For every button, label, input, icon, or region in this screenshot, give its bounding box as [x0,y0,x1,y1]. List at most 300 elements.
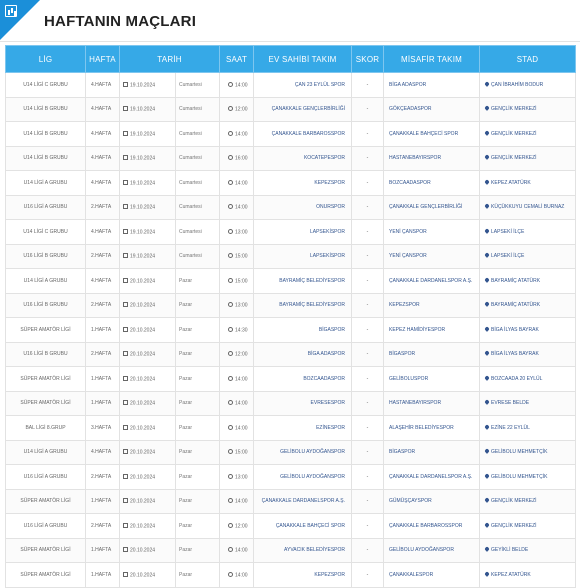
away-team-link[interactable]: ÇANAKKALE BARBAROSSPOR [389,522,463,529]
week-text: 1.HAFTA [91,571,112,578]
table-row [6,465,576,490]
home-team-link[interactable]: KEPEZSPOR [314,571,345,578]
cell-gun [176,195,220,220]
cell-lig [6,269,86,294]
home-team-link[interactable]: AYVACIK BELEDİYESPOR [284,547,345,554]
home-team-link[interactable]: EZİNESPOR [316,424,345,431]
home-team-link[interactable]: BOZCAADASPOR [303,375,345,382]
time-text: 14:00 [235,572,248,578]
away-team-link[interactable]: ÇANAKKALESPOR [389,571,434,578]
venue-link[interactable]: BAYRAMİÇ ATATÜRK [491,277,541,284]
home-team-link[interactable]: ONURSPOR [316,204,345,211]
away-team-link[interactable]: ÇANAKKALE DARDANELSPOR A.Ş. [389,473,473,480]
venue-link[interactable]: GENÇLİK MERKEZİ [491,130,537,137]
week-text: 2.HAFTA [91,351,112,358]
league-text: U14 LİGİ C GRUBU [23,228,68,235]
cell-stad[interactable] [480,342,576,367]
calendar-icon [123,253,128,258]
cell-gun [176,391,220,416]
venue-link[interactable]: EZİNE 22 EYLÜL [491,424,530,431]
cell-hafta [86,97,120,122]
cell-hafta [86,538,120,563]
cell-ev-sahibi[interactable] [254,97,352,122]
cell-stad[interactable] [480,73,576,98]
cell-misafir[interactable] [384,342,480,367]
away-team-link[interactable]: HASTANEBAYIRSPOR [389,155,442,162]
cell-stad[interactable] [480,171,576,196]
time-text: 14:00 [235,376,248,382]
table-row [6,293,576,318]
away-team-link[interactable]: GELİBOLUSPOR [389,375,429,382]
cell-tarih [120,367,176,392]
week-text: 2.HAFTA [91,473,112,480]
cell-saat [220,465,254,490]
cell-stad[interactable] [480,416,576,441]
cell-gun [176,440,220,465]
home-team-link[interactable]: LAPSEKİSPOR [309,253,345,260]
cell-misafir[interactable] [384,318,480,343]
away-team-link[interactable]: ÇANAKKALE DARDANELSPOR A.Ş. [389,277,473,284]
home-team-link[interactable]: KOCATEPESPOR [303,155,345,162]
league-text: U16 LİGİ B GRUBU [23,302,68,309]
date-text: 19.10.2024 [130,204,156,211]
table-row [6,440,576,465]
week-text: 1.HAFTA [91,326,112,333]
time-text: 14:00 [235,131,248,137]
away-team-link[interactable]: GÖKÇEADASPOR [389,106,432,113]
venue-link[interactable]: GENÇLİK MERKEZİ [491,522,537,529]
cell-gun [176,514,220,539]
league-text: SÜPER AMATÖR LİGİ [20,498,71,505]
table-row [6,489,576,514]
cell-ev-sahibi[interactable] [254,465,352,490]
cell-misafir[interactable] [384,195,480,220]
cell-misafir[interactable] [384,73,480,98]
cell-ev-sahibi[interactable] [254,244,352,269]
cell-tarih [120,563,176,588]
cell-saat [220,538,254,563]
cell-misafir[interactable] [384,563,480,588]
cell-stad[interactable] [480,122,576,147]
cell-saat [220,122,254,147]
week-text: 4.HAFTA [91,228,112,235]
cell-tarih [120,220,176,245]
calendar-icon [123,106,128,111]
cell-tarih [120,171,176,196]
score-text: - [366,81,369,88]
cell-hafta [86,146,120,171]
cell-lig [6,416,86,441]
cell-skor [352,122,384,147]
cell-ev-sahibi[interactable] [254,195,352,220]
table-row [6,195,576,220]
cell-lig [6,342,86,367]
time-text: 14:30 [235,327,248,333]
time-text: 13:00 [235,229,248,235]
table-row [6,318,576,343]
cell-ev-sahibi[interactable] [254,171,352,196]
table-row [6,73,576,98]
venue-link[interactable]: GENÇLİK MERKEZİ [491,155,537,162]
cell-misafir[interactable] [384,244,480,269]
venue-link[interactable]: BOZCAADA 20 EYLÜL [491,375,543,382]
cell-ev-sahibi[interactable] [254,489,352,514]
cell-tarih [120,416,176,441]
home-team-link[interactable]: LAPSEKİSPOR [309,228,345,235]
away-team-link[interactable]: ÇANAKKALE BAHÇECİ SPOR [389,130,459,137]
home-team-link[interactable]: ÇAN 23 EYLÜL SPOR [294,81,345,88]
table-row [6,538,576,563]
venue-link[interactable]: GEYİKLİ BELDE [491,547,529,554]
cell-ev-sahibi[interactable] [254,122,352,147]
cell-stad[interactable] [480,367,576,392]
score-text: - [366,179,369,186]
cell-tarih [120,244,176,269]
time-text: 16:00 [235,155,248,162]
clock-icon [228,351,233,356]
venue-link[interactable]: BİGA İLYAS BAYRAK [491,351,539,358]
week-text: 2.HAFTA [91,302,112,309]
home-team-link[interactable]: BİGASPOR [318,326,345,333]
header-hafta[interactable]: HAFTA [86,46,120,73]
cell-tarih [120,391,176,416]
header-skor[interactable]: SKOR [352,46,384,73]
away-team-link[interactable]: ALAŞEHİR BELEDİYESPOR [389,424,454,431]
venue-link[interactable]: GENÇLİK MERKEZİ [491,498,537,505]
cell-tarih [120,146,176,171]
table-row [6,269,576,294]
cell-misafir[interactable] [384,465,480,490]
day-text: Pazar [179,571,193,578]
venue-link[interactable]: GELİBOLU MEHMETÇİK [491,449,548,456]
date-text: 20.10.2024 [130,547,156,554]
cell-stad[interactable] [480,97,576,122]
cell-stad[interactable] [480,489,576,514]
date-text: 20.10.2024 [130,572,156,578]
clock-icon [228,204,233,209]
calendar-icon [123,572,128,577]
week-text: 4.HAFTA [91,81,112,88]
week-text: 4.HAFTA [91,106,112,113]
cell-skor [352,269,384,294]
venue-link[interactable]: BİGA İLYAS BAYRAK [491,326,539,333]
clock-icon [228,425,233,430]
cell-misafir[interactable] [384,122,480,147]
league-text: U14 LİGİ C GRUBU [23,81,68,88]
cell-ev-sahibi[interactable] [254,416,352,441]
cell-misafir[interactable] [384,220,480,245]
table-header [6,46,576,73]
score-text: - [366,204,369,211]
home-team-link[interactable]: ÇANAKKALE GENÇLERBİRLİĞİ [271,106,345,113]
time-text: 14:00 [235,400,248,407]
venue-link[interactable]: GENÇLİK MERKEZİ [491,106,537,113]
cell-saat [220,73,254,98]
cell-skor [352,73,384,98]
header-saat[interactable]: SAAT [220,46,254,73]
cell-tarih [120,122,176,147]
cell-skor [352,195,384,220]
cell-ev-sahibi[interactable] [254,514,352,539]
week-text: 2.HAFTA [91,253,112,260]
cell-saat [220,318,254,343]
cell-gun [176,146,220,171]
cell-gun [176,367,220,392]
venue-link[interactable]: EVRESE BELDE [491,400,530,407]
score-text: - [366,326,369,333]
day-text: Pazar [179,400,193,407]
cell-skor [352,293,384,318]
cell-stad[interactable] [480,391,576,416]
page-header [0,0,580,42]
header-corner [0,0,40,40]
away-team-link[interactable]: BİGA ADASPOR [389,81,427,88]
cell-stad[interactable] [480,269,576,294]
time-text: 14:00 [235,180,248,186]
cell-gun [176,73,220,98]
time-text: 15:00 [235,449,248,456]
home-team-link[interactable]: GELİBOLU AYDOĞANSPOR [280,473,345,480]
calendar-icon [123,302,128,307]
cell-ev-sahibi[interactable] [254,342,352,367]
cell-stad[interactable] [480,244,576,269]
cell-hafta [86,563,120,588]
venue-link[interactable]: LAPSEKİ İLÇE [491,228,525,235]
home-team-link[interactable]: KEPEZSPOR [314,179,345,186]
header-misafir[interactable]: MİSAFİR TAKIM [384,46,480,73]
score-text: - [366,449,369,456]
venue-link[interactable]: LAPSEKİ İLÇE [491,253,525,260]
cell-stad[interactable] [480,318,576,343]
cell-gun [176,342,220,367]
cell-lig [6,465,86,490]
map-pin-icon [484,130,490,136]
away-team-link[interactable]: YENİ ÇANSPOR [389,228,427,235]
time-text: 13:00 [235,474,248,480]
score-text: - [366,522,369,529]
home-team-link[interactable]: EVRESESPOR [310,400,345,407]
cell-saat [220,269,254,294]
calendar-icon [123,131,128,136]
cell-misafir[interactable] [384,146,480,171]
league-text: U14 LİGİ B GRUBU [23,130,68,137]
away-team-link[interactable]: GELİBOLU AYDOĞANSPOR [389,547,454,554]
date-text: 20.10.2024 [130,302,156,309]
clock-icon [228,278,233,283]
score-text: - [366,473,369,480]
home-team-link[interactable]: GELİBOLU AYDOĞANSPOR [280,449,345,456]
cell-ev-sahibi[interactable] [254,318,352,343]
cell-stad[interactable] [480,465,576,490]
score-text: - [366,130,369,137]
cell-stad[interactable] [480,514,576,539]
day-text: Cumartesi [179,228,202,235]
cell-stad[interactable] [480,440,576,465]
cell-ev-sahibi[interactable] [254,440,352,465]
cell-gun [176,244,220,269]
score-text: - [366,351,369,358]
venue-link[interactable]: KEPEZ ATATÜRK [491,179,531,186]
cell-misafir[interactable] [384,514,480,539]
clock-icon [228,82,233,87]
calendar-icon [123,327,128,332]
cell-ev-sahibi[interactable] [254,269,352,294]
away-team-link[interactable]: KEPEZSPOR [389,302,420,309]
away-team-link[interactable]: BOZCAADASPOR [389,179,431,186]
calendar-icon [123,278,128,283]
cell-skor [352,440,384,465]
table-row [6,146,576,171]
cell-gun [176,489,220,514]
table-row [6,367,576,392]
time-text: 13:00 [235,302,248,309]
cell-hafta [86,195,120,220]
table-row [6,220,576,245]
map-pin-icon [484,105,490,111]
calendar-icon [123,498,128,503]
home-team-link[interactable]: ÇANAKKALE BAHÇECİ SPOR [275,522,345,529]
cell-ev-sahibi[interactable] [254,391,352,416]
cell-lig [6,171,86,196]
venue-link[interactable]: KEPEZ ATATÜRK [491,571,531,578]
week-text: 4.HAFTA [91,277,112,284]
clock-icon [228,376,233,381]
date-text: 20.10.2024 [130,474,156,480]
map-pin-icon [484,154,490,160]
header-tarih[interactable]: TARİH [120,46,220,73]
date-text: 20.10.2024 [130,278,156,284]
clock-icon [228,449,233,454]
cell-skor [352,367,384,392]
clock-icon [228,155,233,160]
cell-ev-sahibi[interactable] [254,367,352,392]
home-team-link[interactable]: ÇANAKKALE DARDANELSPOR A.Ş. [261,498,345,505]
away-team-link[interactable]: GÜMÜŞÇAYSPOR [389,498,432,505]
league-text: SÜPER AMATÖR LİGİ [20,375,71,382]
league-text: U16 LİGİ A GRUBU [23,522,68,529]
away-team-link[interactable]: BİGASPOR [389,351,416,358]
clock-icon [228,229,233,234]
home-team-link[interactable]: ÇANAKKALE BARBAROSSPOR [271,130,345,137]
cell-saat [220,146,254,171]
cell-hafta [86,318,120,343]
home-team-link[interactable]: BİGA ADASPOR [307,351,345,358]
cell-misafir[interactable] [384,391,480,416]
cell-misafir[interactable] [384,269,480,294]
cell-stad[interactable] [480,220,576,245]
cell-ev-sahibi[interactable] [254,538,352,563]
map-pin-icon [484,448,490,454]
league-text: SÜPER AMATÖR LİGİ [20,571,71,578]
home-team-link[interactable]: BAYRAMİÇ BELEDİYESPOR [279,277,345,284]
cell-hafta [86,465,120,490]
table-row [6,391,576,416]
cell-skor [352,146,384,171]
away-team-link[interactable]: HASTANEBAYIRSPOR [389,400,442,407]
cell-misafir[interactable] [384,489,480,514]
cell-hafta [86,269,120,294]
map-pin-icon [484,522,490,528]
day-text: Pazar [179,522,193,529]
venue-link[interactable]: ÇAN İBRAHİM BODUR [491,81,544,88]
cell-misafir[interactable] [384,416,480,441]
cell-skor [352,318,384,343]
cell-ev-sahibi[interactable] [254,73,352,98]
time-text: 12:00 [235,351,248,358]
cell-gun [176,97,220,122]
cell-misafir[interactable] [384,440,480,465]
calendar-icon [123,400,128,405]
cell-ev-sahibi[interactable] [254,146,352,171]
cell-saat [220,195,254,220]
away-team-link[interactable]: BİGASPOR [389,449,416,456]
cell-ev-sahibi[interactable] [254,293,352,318]
league-text: U14 LİGİ B GRUBU [23,155,68,162]
cell-stad[interactable] [480,563,576,588]
cell-misafir[interactable] [384,171,480,196]
cell-misafir[interactable] [384,367,480,392]
cell-misafir[interactable] [384,293,480,318]
home-team-link[interactable]: BAYRAMİÇ BELEDİYESPOR [279,302,345,309]
day-text: Pazar [179,302,193,309]
cell-skor [352,538,384,563]
league-text: SÜPER AMATÖR LİGİ [20,326,71,333]
cell-ev-sahibi[interactable] [254,220,352,245]
date-text: 20.10.2024 [130,449,156,456]
week-text: 1.HAFTA [91,400,112,407]
cell-gun [176,538,220,563]
header-stad[interactable]: STAD [480,46,576,73]
venue-link[interactable]: GELİBOLU MEHMETÇİK [491,473,548,480]
away-team-link[interactable]: ÇANAKKALE GENÇLERBİRLİĞİ [389,204,463,211]
cell-skor [352,244,384,269]
away-team-link[interactable]: KEPEZ HAMİDİYESPOR [389,326,446,333]
header-lig[interactable]: LİG [6,46,86,73]
clock-icon [228,547,233,552]
header-ev-sahibi[interactable]: EV SAHİBİ TAKIM [254,46,352,73]
cell-saat [220,514,254,539]
score-text: - [366,277,369,284]
time-text: 15:00 [235,253,248,260]
cell-stad[interactable] [480,293,576,318]
away-team-link[interactable]: YENİ ÇANSPOR [389,253,427,260]
cell-misafir[interactable] [384,97,480,122]
cell-lig [6,220,86,245]
cell-lig [6,391,86,416]
venue-link[interactable]: KÜÇÜKKUYU CEMALİ BURNAZ [491,204,565,211]
table-row [6,244,576,269]
cell-skor [352,416,384,441]
day-text: Cumartesi [179,130,202,137]
cell-misafir[interactable] [384,538,480,563]
table-row [6,563,576,588]
score-text: - [366,498,369,505]
calendar-icon [123,425,128,430]
matches-table [5,45,576,588]
week-text: 4.HAFTA [91,130,112,137]
cell-stad[interactable] [480,146,576,171]
cell-saat [220,342,254,367]
league-text: SÜPER AMATÖR LİGİ [20,547,71,554]
cell-skor [352,391,384,416]
score-text: - [366,375,369,382]
venue-link[interactable]: BAYRAMİÇ ATATÜRK [491,302,541,309]
cell-ev-sahibi[interactable] [254,563,352,588]
clock-icon [228,327,233,332]
day-text: Pazar [179,424,193,431]
cell-stad[interactable] [480,538,576,563]
cell-stad[interactable] [480,195,576,220]
